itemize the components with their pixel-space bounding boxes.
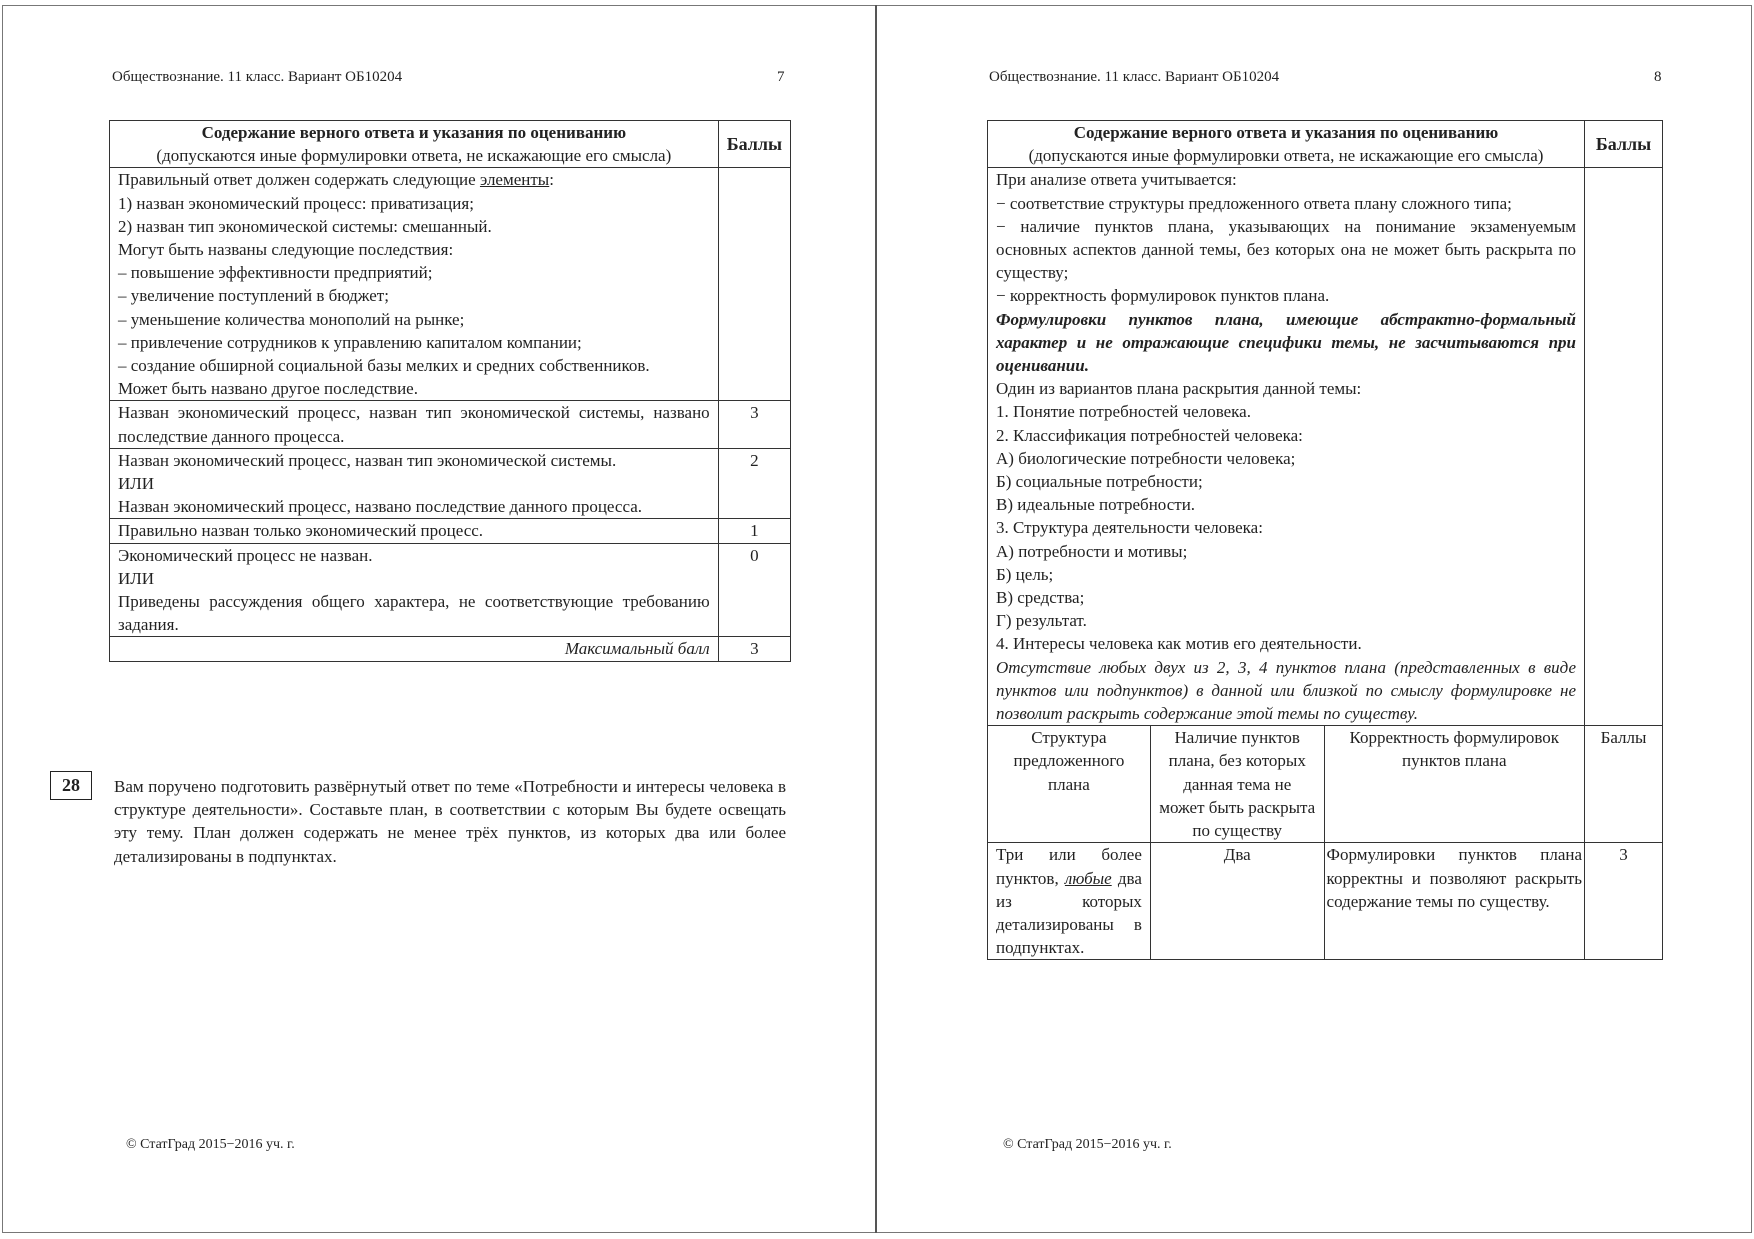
sub-header: Корректность формулировок пунктов плана [1324, 726, 1584, 843]
score-value: 3 [1585, 843, 1663, 960]
correctness-cell: Формулировки пунктов плана корректны и позволяют раскрыть содержание темы по существу. [1324, 843, 1584, 960]
answer-line: – создание обширной социальной базы мелких и средних собственников. [118, 356, 650, 376]
answer-line: Могут быть названы следующие последствия: [118, 240, 454, 260]
header-bold: Содержание верного ответа и указания по оцениванию [1073, 123, 1499, 142]
sub-header: Структура предложенного плана [988, 726, 1151, 843]
sub-score-row [988, 843, 1663, 960]
plan-line: 1. Понятие потребностей человека. [996, 402, 1251, 422]
table-header-content [988, 121, 1585, 168]
answer-line: – увеличение поступлений в бюджет; [118, 286, 389, 306]
score-row [110, 448, 791, 519]
score-text: Назван экономический процесс, назван тип экономической системы. ИЛИ Назван экономический процесс, названо последствие данного процесса. [110, 448, 719, 519]
criteria-intro: При анализе ответа учитывается: [996, 170, 1237, 190]
plan-line: Б) социальные потребности; [996, 472, 1203, 492]
page-footer: © СтатГрад 2015−2016 уч. г. [1003, 1137, 1172, 1152]
page-header: Обществознание. 11 класс. Вариант ОБ10204 [112, 69, 403, 85]
score-value: 2 [718, 448, 790, 519]
plan-line: В) идеальные потребности. [996, 495, 1196, 515]
answer-points-empty [718, 168, 790, 401]
score-row [110, 519, 791, 543]
plan-line: Б) цель; [996, 564, 1054, 584]
score-value: 3 [718, 401, 790, 448]
answer-line: – уменьшение количества монополий на рынке; [118, 309, 465, 329]
sub-header: Баллы [1585, 726, 1663, 843]
criteria-item: − корректность формулировок пунктов плана. [996, 286, 1330, 306]
criteria-points-empty [1585, 168, 1663, 726]
criteria-item: − наличие пунктов плана, указывающих на понимание экзаменуемым основных аспектов данной темы, без которых она не может быть раскрыта по существу; [996, 216, 1577, 283]
header-note: (допускаются иные формулировки ответа, не искажающие его смысла) [156, 146, 672, 166]
table-header-points: Баллы [1585, 121, 1663, 168]
plan-line: Г) результат. [996, 611, 1087, 631]
score-value: 1 [718, 519, 790, 543]
task-text: Вам поручено подготовить развёрнутый ответ по теме «Потребности и интересы человека в структуре деятельности». Составьте план, в соответствии с которым Вы будете освещать эту тему. План должен содержать не менее трёх пунктов, из которых два или более детализированы в подпунктах. [114, 777, 786, 866]
header-note: (допускаются иные формулировки ответа, не искажающие его смысла) [1028, 146, 1544, 166]
structure-cell: Три или более пунктов, любые два из которых детализированы в подпунктах. [988, 843, 1151, 960]
header-bold: Содержание верного ответа и указания по оцениванию [201, 123, 627, 142]
answer-line: Может быть названо другое последствие. [118, 379, 418, 399]
max-score-row [110, 637, 791, 661]
plan-line: А) биологические потребности человека; [996, 448, 1296, 468]
score-text: Правильно назван только экономический процесс. [110, 519, 719, 543]
answer-line: – привлечение сотрудников к управлению капиталом компании; [118, 332, 582, 352]
criteria-item: − соответствие структуры предложенного ответа плану сложного типа; [996, 193, 1512, 213]
task-number-box: 28 [50, 771, 92, 800]
max-score-label: Максимальный балл [110, 637, 719, 661]
answer-line: 1) назван экономический процесс: приватизация; [118, 193, 474, 213]
page-header: Обществознание. 11 класс. Вариант ОБ10204 [989, 69, 1280, 85]
table-header-row [988, 121, 1663, 168]
table-header-content [110, 121, 719, 168]
right-page [877, 5, 1752, 1233]
sub-header-row [988, 726, 1663, 843]
score-row [110, 543, 791, 637]
page-footer: © СтатГрад 2015−2016 уч. г. [126, 1137, 295, 1152]
answer-line: – повышение эффективности предприятий; [118, 263, 433, 283]
plan-line: 2. Классификация потребностей человека: [996, 425, 1303, 445]
page-number: 7 [777, 69, 785, 85]
plan-line: 3. Структура деятельности человека: [996, 518, 1263, 538]
answer-row [110, 168, 791, 401]
answer-line: 2) назван тип экономической системы: смешанный. [118, 216, 492, 236]
criteria-row [988, 168, 1663, 726]
plan-line: А) потребности и мотивы; [996, 541, 1188, 561]
italic-note: Отсутствие любых двух из 2, 3, 4 пунктов плана (представленных в виде пунктов или подпунктов) в данной или близкой по смыслу формулировке не позволит раскрыть содержание этой темы по существу. [996, 657, 1577, 724]
bold-note: Формулировки пунктов плана, имеющие абстрактно-формальный характер и не отражающие специфики темы, не засчитываются при оценивании. [996, 309, 1577, 376]
score-row [110, 401, 791, 448]
table-header-row [110, 121, 791, 168]
plan-line: В) средства; [996, 588, 1085, 608]
left-page [2, 5, 875, 1233]
criteria-content [988, 168, 1585, 726]
any-underlined: любые [1064, 868, 1112, 888]
page-number: 8 [1654, 69, 1662, 85]
plan-line: 4. Интересы человека как мотив его деятельности. [996, 634, 1362, 654]
presence-cell: Два [1150, 843, 1324, 960]
max-score-value: 3 [718, 637, 790, 661]
elements-underlined: элементы [479, 170, 550, 190]
sub-header: Наличие пунктов плана, без которых данная тема не может быть раскрыта по существу [1150, 726, 1324, 843]
scoring-table [109, 120, 791, 662]
score-text: Назван экономический процесс, назван тип экономической системы, названо последствие данного процесса. [110, 401, 719, 448]
plan-intro: Один из вариантов плана раскрытия данной темы: [996, 379, 1362, 399]
score-value: 0 [718, 543, 790, 637]
answer-intro: Правильный ответ должен содержать следующие элементы: [118, 170, 554, 190]
answer-content [110, 168, 719, 401]
score-text: Экономический процесс не назван. ИЛИ Приведены рассуждения общего характера, не соответствующие требованию задания. [110, 543, 719, 637]
scoring-table [987, 120, 1663, 960]
table-header-points: Баллы [718, 121, 790, 168]
